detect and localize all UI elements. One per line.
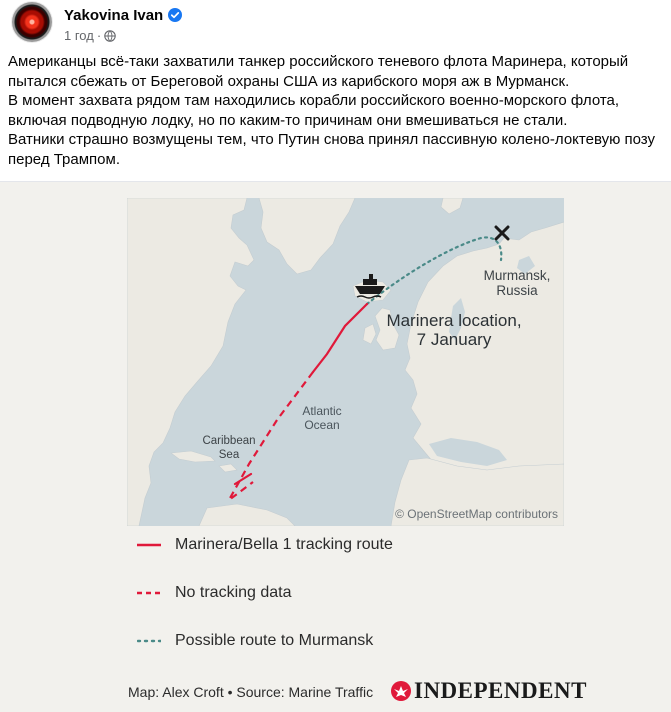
label-caribbean-line1: Caribbean <box>202 435 256 447</box>
legend-item-no-tracking <box>137 582 292 604</box>
legend-label: No tracking data <box>175 584 292 601</box>
author-line <box>64 6 182 24</box>
label-atlantic-line1: Atlantic <box>302 404 342 418</box>
legend-item-possible-route <box>137 630 373 652</box>
legend-solid-line-icon <box>137 542 161 548</box>
post-image-attachment[interactable] <box>0 182 671 712</box>
label-location-line2: 7 January <box>416 330 492 349</box>
route-map <box>127 198 564 526</box>
label-atlantic-line2: Ocean <box>304 418 340 432</box>
meta-separator: · <box>96 28 102 43</box>
eagle-logo-icon <box>390 680 412 702</box>
legend-dashed-line-icon <box>137 590 161 596</box>
post-paragraph-3: Ватники страшно возмущены тем, что Путин снова принял пассивную колено-локтевую позу перед Трампом. <box>8 131 655 168</box>
post-header <box>12 2 662 44</box>
independent-logo <box>390 678 587 704</box>
label-caribbean-sea <box>194 434 264 462</box>
map-credit: © OpenStreetMap contributors <box>395 507 558 521</box>
post-paragraph-1: Американцы всё-таки захватили танкер российского теневого флота Маринера, который пытался сбежать от Береговой охраны США из карибского моря аж в Мурманск. <box>8 53 629 90</box>
legend-label: Marinera/Bella 1 tracking route <box>175 536 393 553</box>
brand-name: INDEPENDENT <box>414 678 587 703</box>
globe-icon[interactable] <box>104 30 116 42</box>
post-time[interactable]: 1 год <box>64 28 94 43</box>
legend-item-tracking-route <box>137 534 393 556</box>
legend-dotted-line-icon <box>137 638 161 644</box>
label-atlantic-ocean <box>277 404 367 432</box>
label-location-line1: Marinera location, <box>386 311 522 330</box>
legend-label: Possible route to Murmansk <box>175 632 374 649</box>
post-text <box>8 52 666 169</box>
author-name[interactable]: Yakovina Ivan <box>64 6 164 24</box>
label-marinera-location <box>379 311 529 349</box>
label-caribbean-line2: Sea <box>218 449 240 461</box>
label-murmansk <box>467 268 564 298</box>
post-paragraph-2: В момент захвата рядом там находились корабли российского военно-морского флота, включая подводную лодку, но по каким-то причинам они вмешиваться не стали. <box>8 92 620 129</box>
label-murmansk-line2: Russia <box>496 283 538 298</box>
avatar[interactable] <box>12 2 52 42</box>
map-source-credit: Map: Alex Croft • Source: Marine Traffic <box>128 684 374 700</box>
verified-badge-icon <box>168 8 182 22</box>
post-meta <box>64 28 116 43</box>
map-graphic <box>127 198 564 526</box>
label-murmansk-line1: Murmansk, <box>483 268 551 283</box>
